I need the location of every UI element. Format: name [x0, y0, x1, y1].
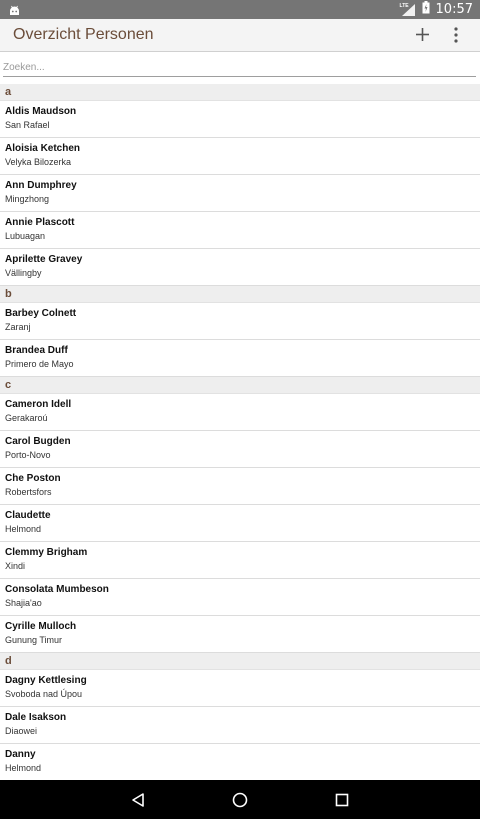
person-city: San Rafael — [5, 120, 50, 130]
section-header: d — [0, 653, 480, 670]
person-list — [0, 84, 480, 781]
more-options-button[interactable] — [449, 25, 463, 45]
person-name: Danny — [5, 749, 36, 760]
lte-label: LTE — [399, 3, 409, 9]
app-toolbar — [0, 19, 480, 52]
person-name: Dagny Kettlesing — [5, 675, 87, 686]
section-header: b — [0, 286, 480, 303]
person-name: Aldis Maudson — [5, 106, 77, 117]
person-city: Vällingby — [5, 268, 42, 278]
status-bar — [0, 0, 480, 19]
recents-button[interactable] — [332, 790, 352, 810]
person-name: Che Poston — [5, 473, 61, 484]
person-city: Gerakaroú — [5, 413, 48, 423]
person-city: Diaowei — [5, 726, 38, 736]
clock: 10:57 — [435, 2, 473, 17]
person-city: Gunung Timur — [5, 635, 63, 645]
battery-icon — [422, 1, 430, 19]
person-city: Velyka Bilozerka — [5, 157, 72, 167]
back-icon — [128, 790, 148, 810]
person-name: Cameron Idell — [5, 399, 72, 410]
person-city: Xindi — [5, 561, 26, 571]
add-person-button[interactable] — [414, 26, 431, 43]
person-city: Primero de Mayo — [5, 359, 74, 369]
person-name: Consolata Mumbeson — [5, 584, 109, 595]
person-name: Claudette — [5, 510, 51, 521]
list-item[interactable] — [0, 616, 480, 653]
back-button[interactable] — [128, 790, 148, 810]
person-name: Cyrille Mulloch — [5, 621, 77, 632]
lte-signal-icon — [400, 3, 416, 16]
list-item[interactable] — [0, 340, 480, 377]
list-item[interactable] — [0, 431, 480, 468]
list-item[interactable] — [0, 744, 480, 781]
person-city: Robertsfors — [5, 487, 52, 497]
person-city: Shajia'ao — [5, 598, 42, 608]
person-city: Helmond — [5, 763, 42, 773]
plus-icon — [414, 26, 431, 43]
list-item[interactable] — [0, 249, 480, 286]
person-city: Mingzhong — [5, 194, 50, 204]
person-city: Porto-Novo — [5, 450, 51, 460]
person-city: Svoboda nad Úpou — [5, 689, 83, 699]
person-name: Clemmy Brigham — [5, 547, 88, 558]
section-header: a — [0, 84, 480, 101]
list-item[interactable] — [0, 101, 480, 138]
person-name: Aprilette Gravey — [5, 254, 83, 265]
list-item[interactable] — [0, 468, 480, 505]
list-item[interactable] — [0, 542, 480, 579]
list-item[interactable] — [0, 707, 480, 744]
person-name: Barbey Colnett — [5, 308, 77, 319]
person-city: Zaranj — [5, 322, 31, 332]
list-item[interactable] — [0, 579, 480, 616]
person-name: Brandea Duff — [5, 345, 68, 356]
page-title: Overzicht Personen — [13, 26, 154, 43]
list-item[interactable] — [0, 175, 480, 212]
list-item[interactable] — [0, 505, 480, 542]
list-item[interactable] — [0, 303, 480, 340]
person-name: Dale Isakson — [5, 712, 67, 723]
person-name: Aloisia Ketchen — [5, 143, 81, 154]
person-city: Lubuagan — [5, 231, 46, 241]
navigation-bar — [0, 780, 480, 819]
more-vert-icon — [449, 25, 463, 45]
home-icon — [230, 790, 250, 810]
person-city: Helmond — [5, 524, 42, 534]
list-item[interactable] — [0, 212, 480, 249]
list-item[interactable] — [0, 138, 480, 175]
section-header: c — [0, 377, 480, 394]
list-item[interactable] — [0, 394, 480, 431]
person-name: Annie Plascott — [5, 217, 75, 228]
home-button[interactable] — [230, 790, 250, 810]
search-input[interactable] — [3, 58, 476, 77]
person-name: Ann Dumphrey — [5, 180, 77, 191]
list-item[interactable] — [0, 670, 480, 707]
recents-icon — [332, 790, 352, 810]
person-name: Carol Bugden — [5, 436, 71, 447]
